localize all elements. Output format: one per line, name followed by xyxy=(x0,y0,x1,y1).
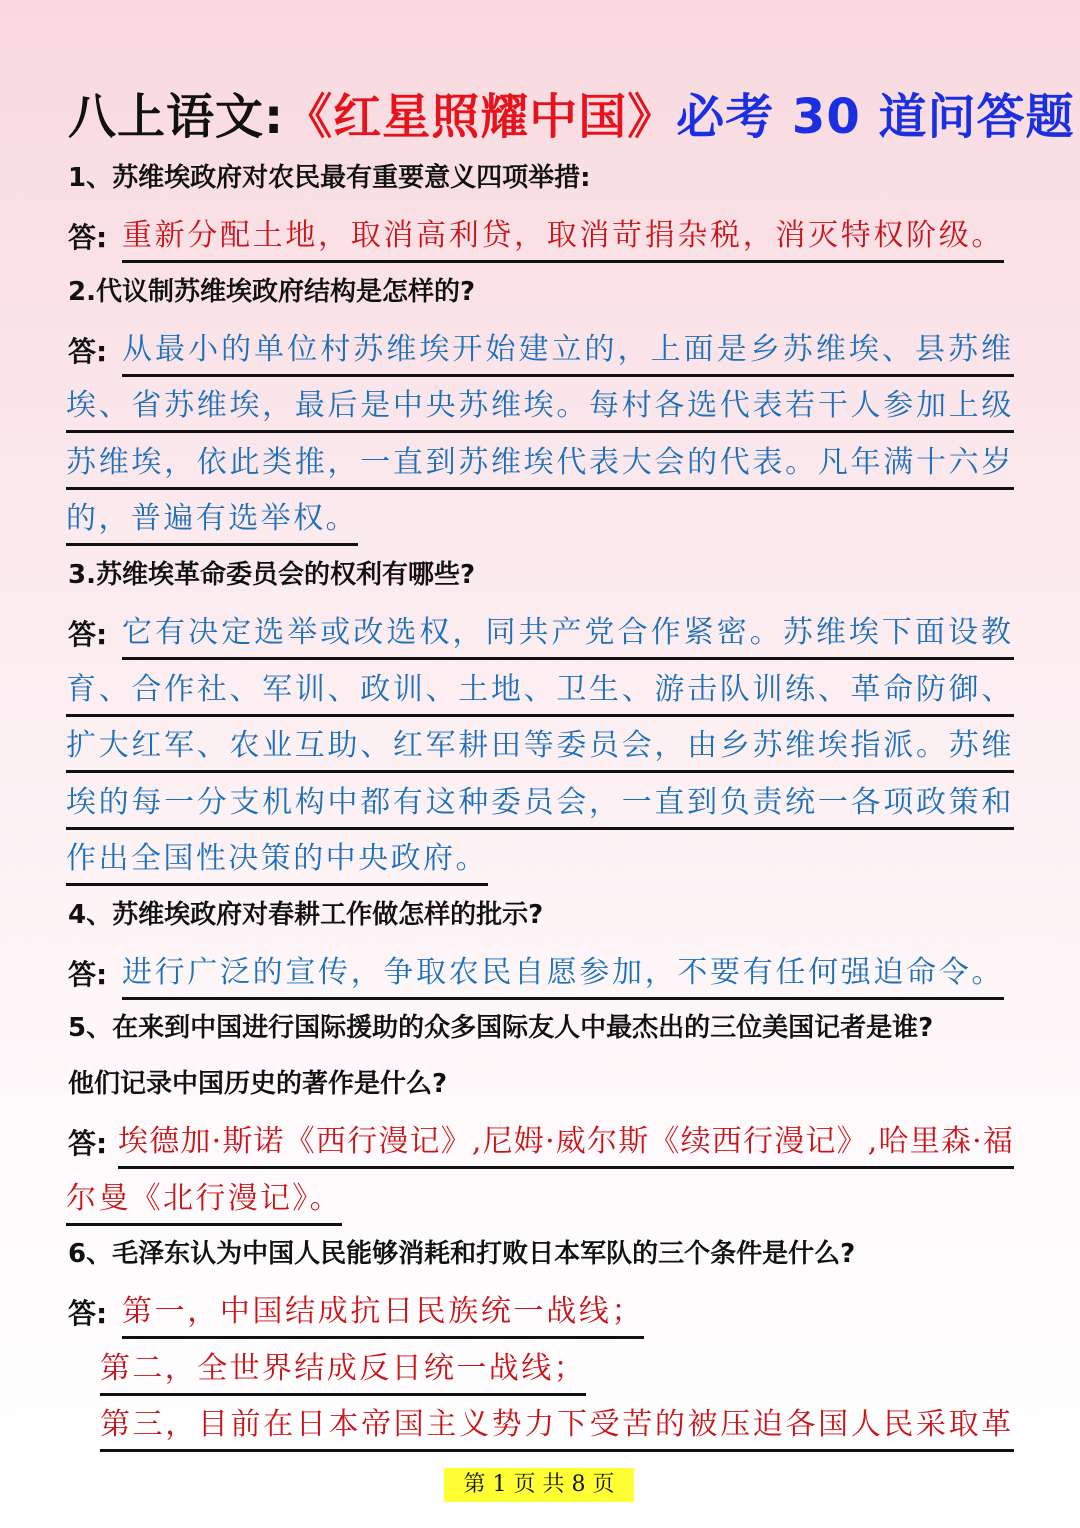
answer-2-line-3 xyxy=(0,441,1080,493)
answer-text: 的，普遍有选举权。 xyxy=(66,497,358,546)
answer-3-line-1 xyxy=(0,611,1080,663)
answer-2-line-2 xyxy=(0,384,1080,436)
answer-text: 苏维埃，依此类推，一直到苏维埃代表大会的代表。凡年满十六岁 xyxy=(66,441,1014,490)
answer-text: 埃德加·斯诺《西行漫记》,尼姆·威尔斯《续西行漫记》,哈里森·福 xyxy=(118,1120,1014,1169)
answer-text: 尔曼《北行漫记》。 xyxy=(66,1177,342,1226)
answer-text: 埃的每一分支机构中都有这种委员会，一直到负责统一各项政策和 xyxy=(66,781,1014,830)
question-4: 4、苏维埃政府对春耕工作做怎样的批示? xyxy=(68,900,544,930)
answer-2-line-1 xyxy=(0,328,1080,380)
answer-text: 它有决定选举或改选权，同共产党合作紧密。苏维埃下面设教 xyxy=(122,611,1014,660)
answer-1-line-1 xyxy=(0,214,1080,266)
question-3: 3.苏维埃革命委员会的权利有哪些? xyxy=(68,560,476,590)
answer-label: 答: xyxy=(68,618,108,651)
question-6: 6、毛泽东认为中国人民能够消耗和打败日本军队的三个条件是什么? xyxy=(68,1239,856,1269)
answer-text: 从最小的单位村苏维埃开始建立的，上面是乡苏维埃、县苏维 xyxy=(122,328,1014,377)
answer-3-line-3 xyxy=(0,724,1080,776)
answer-text: 作出全国性决策的中央政府。 xyxy=(66,837,488,886)
answer-text: 育、合作社、军训、政训、土地、卫生、游击队训练、革命防御、 xyxy=(66,668,1014,717)
page-title xyxy=(68,78,1074,147)
question-5-line-1: 5、在来到中国进行国际援助的众多国际友人中最杰出的三位美国记者是谁? xyxy=(68,1013,934,1043)
page-footer: 第 1 页 共 8 页 xyxy=(444,1468,634,1502)
answer-5-line-1 xyxy=(0,1120,1080,1172)
answer-6-line-2 xyxy=(0,1347,1080,1399)
answer-6-line-3 xyxy=(0,1403,1080,1455)
title-book: 《红星照耀中国》 xyxy=(284,89,677,145)
answer-5-line-2 xyxy=(0,1177,1080,1229)
answer-3-line-4 xyxy=(0,781,1080,833)
answer-label: 答: xyxy=(68,1127,108,1160)
title-suffix: 必考 30 道问答题 xyxy=(676,89,1075,145)
answer-label: 答: xyxy=(68,335,108,368)
answer-3-line-2 xyxy=(0,668,1080,720)
answer-text: 第二，全世界结成反日统一战线； xyxy=(100,1347,586,1396)
answer-6-line-1 xyxy=(0,1290,1080,1342)
answer-text: 扩大红军、农业互助、红军耕田等委员会，由乡苏维埃指派。苏维 xyxy=(66,724,1014,773)
question-5-line-2: 他们记录中国历史的著作是什么? xyxy=(68,1069,448,1099)
answer-label: 答: xyxy=(68,221,108,254)
answer-2-line-4 xyxy=(0,497,1080,549)
title-prefix: 八上语文: xyxy=(68,89,285,145)
question-2: 2.代议制苏维埃政府结构是怎样的? xyxy=(68,277,476,307)
answer-text: 重新分配土地，取消高利贷，取消苛捐杂税，消灭特权阶级。 xyxy=(122,214,1004,263)
answer-text: 第一，中国结成抗日民族统一战线； xyxy=(122,1290,644,1339)
question-1: 1、苏维埃政府对农民最有重要意义四项举措: xyxy=(68,163,591,193)
answer-label: 答: xyxy=(68,1297,108,1330)
answer-label: 答: xyxy=(68,958,108,991)
answer-text: 第三，目前在日本帝国主义势力下受苦的被压迫各国人民采取革 xyxy=(100,1403,1014,1452)
answer-3-line-5 xyxy=(0,837,1080,889)
answer-text: 埃、省苏维埃，最后是中央苏维埃。每村各选代表若干人参加上级 xyxy=(66,384,1014,433)
answer-text: 进行广泛的宣传，争取农民自愿参加，不要有任何强迫命令。 xyxy=(122,951,1004,1000)
answer-4-line-1 xyxy=(0,951,1080,1003)
